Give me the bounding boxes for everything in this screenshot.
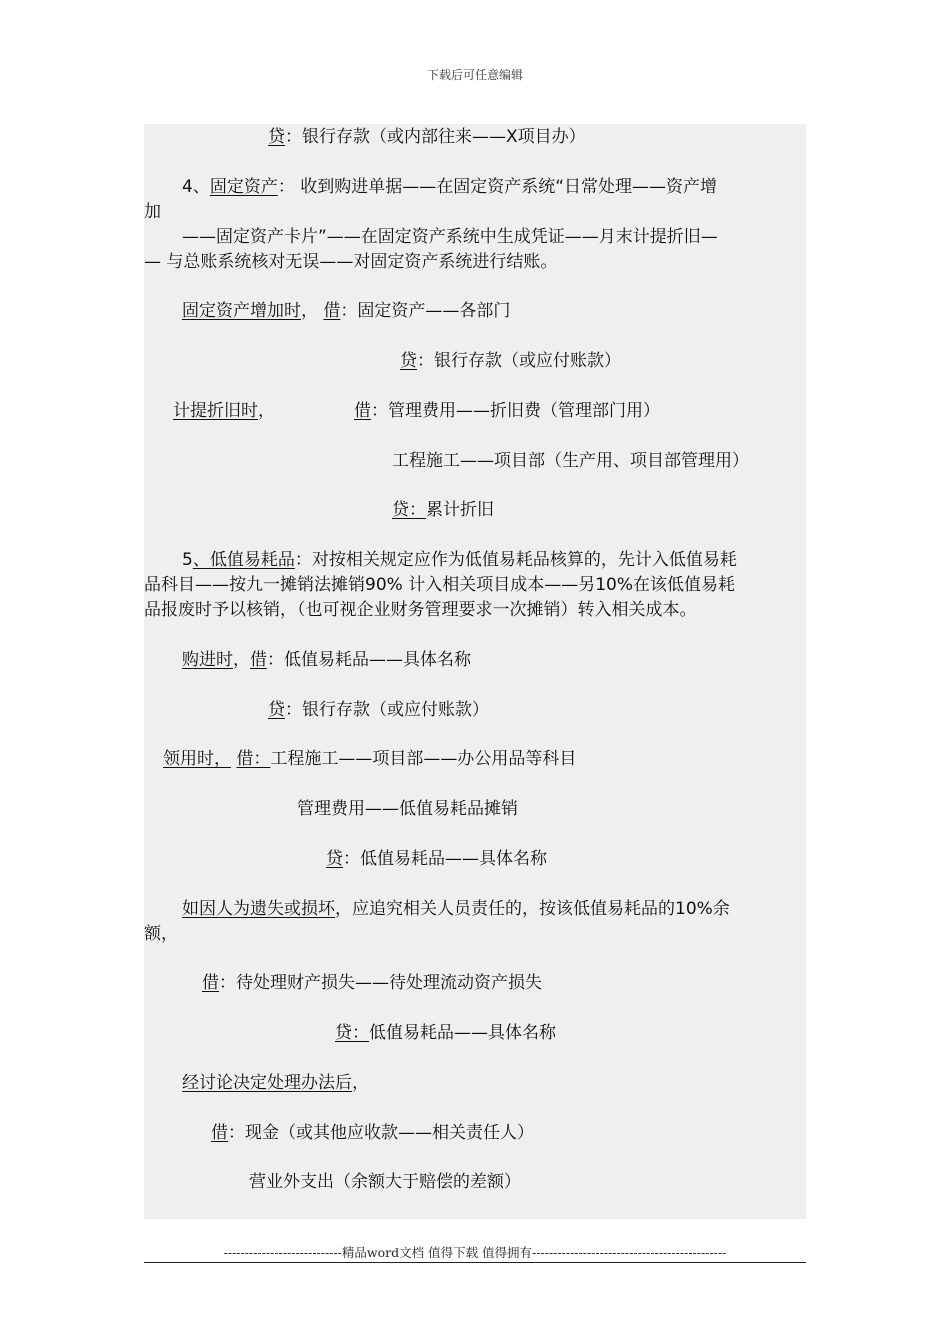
decision-paragraph — [182, 1071, 369, 1096]
section-text: ： 收到购进单据——在固定资产系统“日常处理——资产增 — [277, 177, 718, 197]
credit-label: 贷 — [400, 351, 417, 371]
section-number: 4、 — [182, 177, 210, 197]
debit-label: 借 — [202, 973, 219, 993]
debit-label: 借 — [323, 301, 341, 321]
line-credit-bank — [268, 125, 586, 150]
line-text: ：银行存款（或应付账款） — [285, 700, 489, 720]
paragraph-line: ——固定资产卡片”——在固定资产系统中生成凭证——月末计提折旧— — [182, 227, 718, 247]
debit-label: 借 — [211, 1123, 228, 1143]
entry-credit-line — [335, 1021, 556, 1046]
entry-depreciation — [173, 399, 275, 424]
debit-label: 借 — [250, 650, 267, 670]
entry-requisition — [163, 747, 576, 772]
paragraph-label: 经讨论决定处理办法后 — [182, 1073, 352, 1093]
entry-cash-debit — [211, 1121, 534, 1146]
paragraph-line: — 与总账系统核对无误——对固定资产系统进行结账。 — [144, 252, 558, 272]
line-text: 累计折旧 — [426, 500, 494, 520]
entry-purchase — [182, 648, 471, 673]
entry-label: 固定资产增加时 — [182, 301, 301, 321]
entry-depreciation-debit — [354, 399, 660, 424]
line-text: ：银行存款（或应付账款） — [417, 351, 621, 371]
line-text: 低值易耗品——具体名称 — [369, 1023, 556, 1043]
section-4-heading — [182, 175, 717, 200]
line-text: ：待处理财产损失——待处理流动资产损失 — [219, 973, 542, 993]
separator: ， — [233, 650, 250, 670]
entry-label: 购进时 — [182, 650, 233, 670]
entry-label: 计提折旧时 — [173, 401, 258, 421]
page-footer: ----------------------------精品word文档 值得下载 值得拥有---------------------------------------------- — [223, 1245, 727, 1260]
paragraph-line: 额， — [144, 924, 178, 944]
separator: ， — [258, 401, 275, 421]
entry-credit-line — [268, 698, 489, 723]
line-text: ：现金（或其他应收款——相关责任人） — [228, 1123, 534, 1143]
line-text: ：固定资产——各部门 — [340, 301, 511, 321]
entry-loss-debit — [202, 971, 542, 996]
debit-label: 借 — [354, 401, 371, 421]
document-body — [144, 124, 806, 1219]
section-title: 固定资产 — [209, 177, 278, 197]
paragraph-text: ，应追究相关人员责任的，按该低值易耗品的10%余 — [335, 899, 730, 919]
line-text: ：低值易耗品——具体名称 — [343, 849, 547, 869]
section-title: 、低值易耗品 — [192, 550, 295, 570]
credit-label: 贷： — [392, 500, 426, 520]
section-number: 5 — [182, 550, 193, 570]
debit-label: 借： — [236, 749, 271, 769]
paragraph-line: 品科目——按九一摊销法摊销90% 计入相关项目成本——另10%在该低值易耗 — [144, 575, 735, 595]
separator: ， — [301, 301, 324, 321]
line-text: ：低值易耗品——具体名称 — [267, 650, 471, 670]
entry-credit-line — [326, 847, 547, 872]
separator: ， — [352, 1073, 369, 1093]
credit-label: 贷 — [326, 849, 343, 869]
line-text: ：管理费用——折旧费（管理部门用） — [371, 401, 660, 421]
page-header: 下载后可任意编辑 — [426, 68, 523, 82]
credit-label: 贷： — [335, 1023, 369, 1043]
paragraph-line: 加 — [144, 202, 161, 222]
line-text: 工程施工——项目部——办公用品等科目 — [270, 749, 577, 769]
footer-divider — [144, 1262, 806, 1263]
entry-label: 领用时， — [163, 749, 231, 769]
entry-line: 管理费用——低值易耗品摊销 — [297, 799, 518, 819]
credit-label: 贷 — [268, 700, 285, 720]
entry-line: 营业外支出（余额大于赔偿的差额） — [249, 1172, 521, 1192]
entry-line: 工程施工——项目部（生产用、项目部管理用） — [392, 451, 749, 471]
entry-credit-line — [392, 498, 494, 523]
loss-paragraph — [182, 897, 730, 922]
paragraph-line: 品报废时予以核销，（也可视企业财务管理要求一次摊销）转入相关成本。 — [144, 600, 697, 620]
entry-credit-line — [400, 349, 621, 374]
paragraph-label: 如因人为遗失或损坏 — [182, 899, 335, 919]
credit-label: 贷 — [268, 127, 285, 147]
line-text: ：银行存款（或内部往来——X项目办） — [285, 127, 586, 147]
entry-asset-increase — [182, 299, 510, 324]
section-5-heading — [182, 548, 737, 573]
section-text: ：对按相关规定应作为低值易耗品核算的，先计入低值易耗 — [294, 550, 737, 570]
